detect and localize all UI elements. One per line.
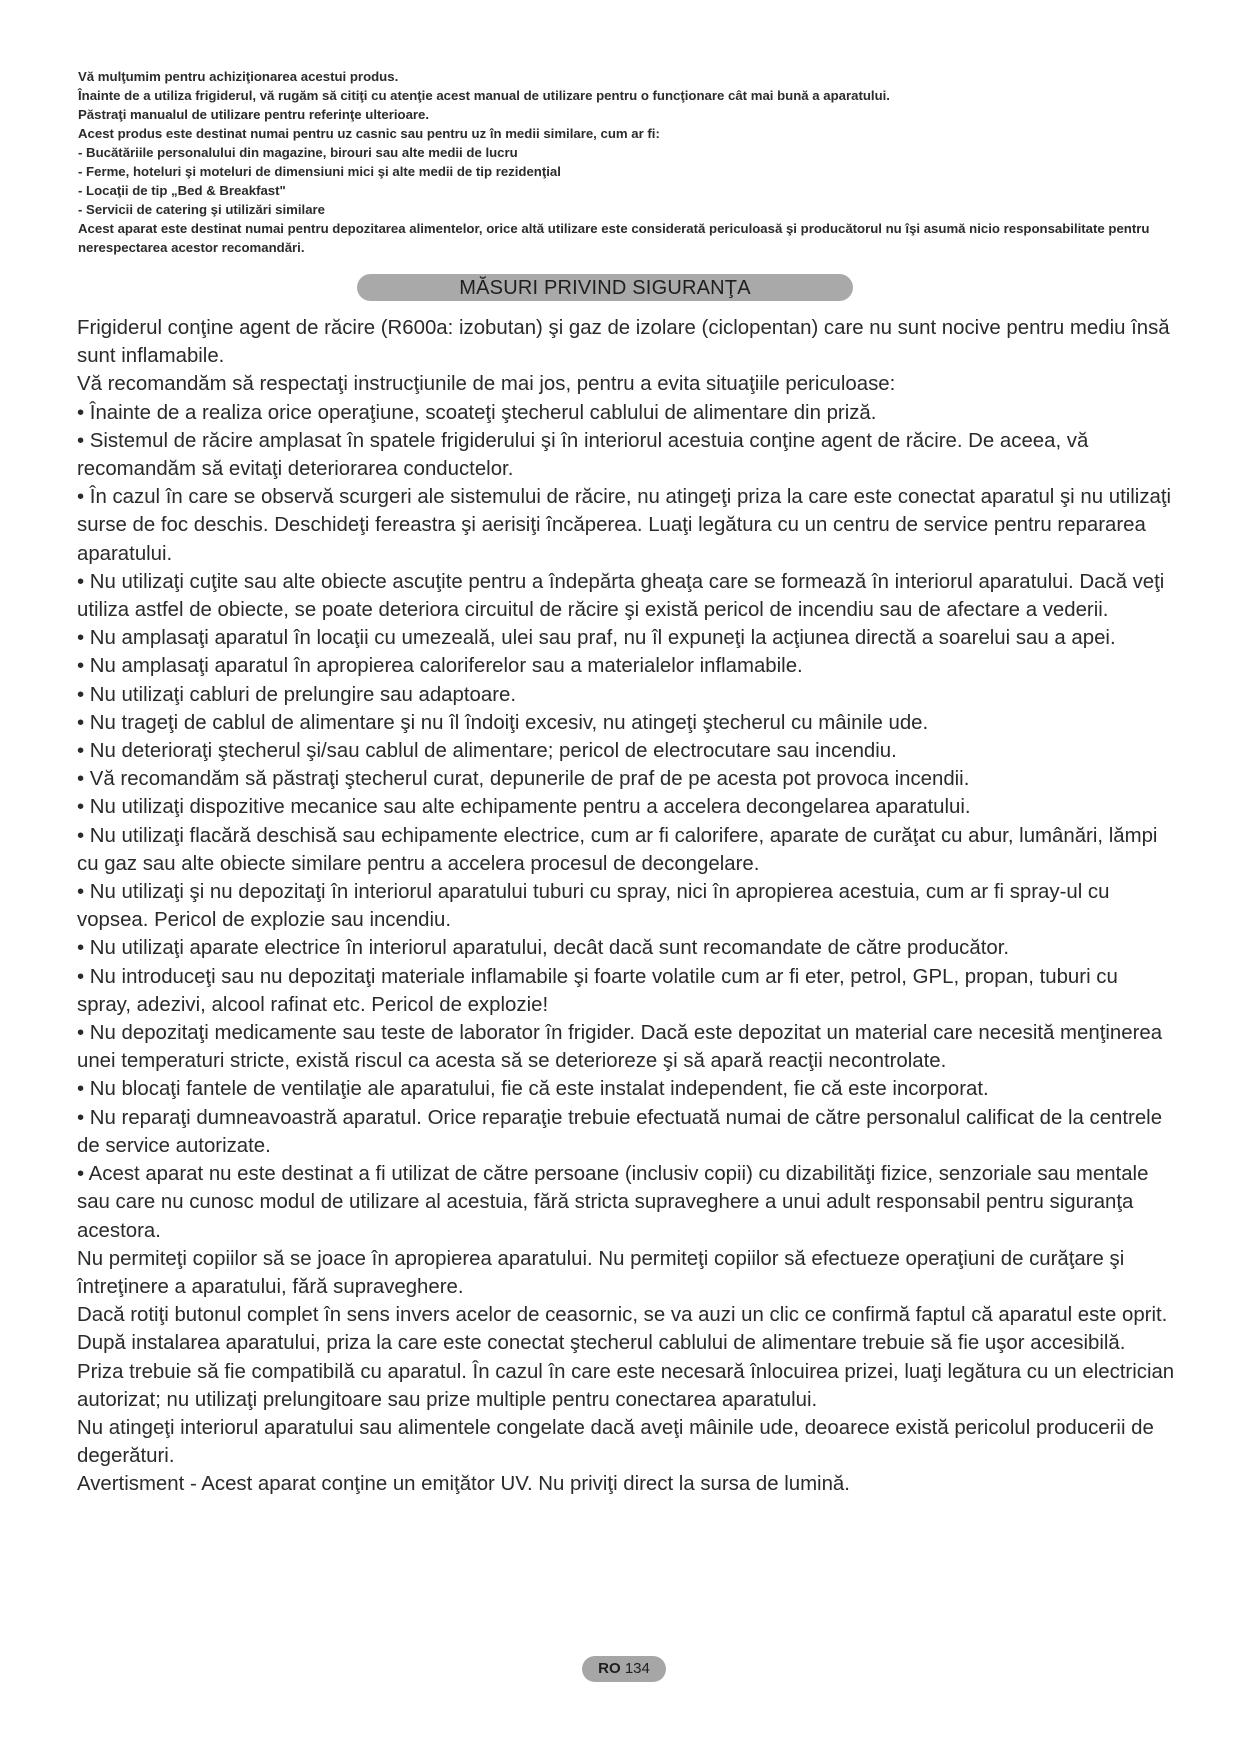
bullet-item: • Vă recomandăm să păstraţi ştecherul curat, depunerile de praf de pe acesta pot provoca incendii. bbox=[77, 768, 970, 791]
bullet-item: • Nu utilizaţi aparate electrice în interiorul aparatului, decât dacă sunt recomandate de către producător. bbox=[77, 937, 1010, 960]
paragraph: Dacă rotiţi butonul complet în sens invers acelor de ceasornic, se va auzi un clic ce confirmă faptul că aparatul este oprit. bbox=[77, 1304, 1168, 1327]
warning-line: Avertisment - Acest aparat conţine un emiţător UV. Nu priviţi direct la sursa de lumină. bbox=[77, 1473, 850, 1496]
bullet-item: • Nu amplasaţi aparatul în locaţii cu umezeală, ulei sau praf, nu îl expuneţi la acţiunea directă a soarelui sau a apei. bbox=[77, 627, 1116, 650]
paragraph: Priza trebuie să fie compatibilă cu aparatul. În cazul în care este necesară înlocuirea prizei, luaţi legătura cu un electrician autorizat; nu utilizaţi prelungitoare sau prize multiple pentru conectarea aparatului. bbox=[77, 1360, 1175, 1411]
bullet-item: • Nu utilizaţi cuţite sau alte obiecte ascuţite pentru a îndepărta gheaţa care se formează în interiorul aparatului. Dacă veţi utiliza astfel de obiecte, se poate deteriora circuitul de răcire şi există pericol de incendiu sau de afectare a vederii. bbox=[77, 570, 1165, 622]
intro-notes bbox=[78, 67, 1168, 257]
bullet-item: • Nu introduceţi sau nu depozitaţi materiale inflamabile şi foarte volatile cum ar fi eter, petrol, GPL, propan, tuburi cu spray, adezivi, alcool rafinat etc. Pericol de explozie! bbox=[77, 965, 1118, 1016]
safety-instructions bbox=[77, 314, 1177, 1499]
bullet-item: • Nu amplasaţi aparatul în apropierea caloriferelor sau a materialelor inflamabile. bbox=[77, 655, 803, 678]
paragraph: După instalarea aparatului, priza la care este conectat ştecherul cablului de alimentare trebuie să fie uşor accesibilă. bbox=[77, 1332, 1126, 1355]
section-heading: MĂSURI PRIVIND SIGURANŢA bbox=[357, 274, 853, 301]
page-number: 134 bbox=[624, 1660, 650, 1677]
intro-line: - Bucătăriile personalului din magazine, birouri sau alte medii de lucru bbox=[78, 145, 518, 160]
page-number-badge bbox=[582, 1656, 666, 1682]
bullet-item: • Sistemul de răcire amplasat în spatele frigiderului şi în interiorul acestuia conţine agent de răcire. De aceea, vă recomandăm să evitaţi deteriorarea conductelor. bbox=[77, 429, 1089, 481]
intro-line: Păstraţi manualul de utilizare pentru referinţe ulterioare. bbox=[78, 107, 430, 122]
intro-line: Acest aparat este destinat numai pentru depozitarea alimentelor, orice altă utilizare este considerată periculoasă şi producătorul nu îşi asumă nicio responsabilitate pentru nerespectarea acestor recomandări. bbox=[78, 221, 1150, 255]
intro-line: Acest produs este destinat numai pentru uz casnic sau pentru uz în medii similare, cum ar fi: bbox=[78, 126, 660, 141]
intro-line: Vă mulţumim pentru achiziţionarea acestui produs. bbox=[78, 69, 399, 84]
paragraph: Vă recomandăm să respectaţi instrucţiunile de mai jos, pentru a evita situaţiile periculoase: bbox=[77, 373, 896, 396]
paragraph: Nu permiteţi copiilor să se joace în apropierea aparatului. Nu permiteţi copiilor să efectueze operaţiuni de curăţare şi întreţinere a aparatului, fără supraveghere. bbox=[77, 1247, 1125, 1298]
paragraph: Frigiderul conţine agent de răcire (R600a: izobutan) şi gaz de izolare (ciclopentan) care nu sunt nocive pentru mediu însă sunt inflamabile. bbox=[77, 317, 1170, 368]
bullet-item: • Acest aparat nu este destinat a fi utilizat de către persoane (inclusiv copii) cu dizabilităţi fizice, senzoriale sau mentale sau care nu cunosc modul de utilizare al acestuia, fără stricta supraveghere a unui adult responsabil pentru siguranţa acestora. bbox=[77, 1163, 1149, 1242]
intro-line: Înainte de a utiliza frigiderul, vă rugăm să citiţi cu atenţie acest manual de utilizare pentru o funcţionare cât mai bună a aparatului. bbox=[78, 88, 890, 103]
bullet-item: • Nu utilizaţi flacără deschisă sau echipamente electrice, cum ar fi calorifere, aparate de curăţat cu abur, lumânări, lămpi cu gaz sau alte obiecte similare pentru a accelera procesul de decongelare. bbox=[77, 824, 1158, 875]
paragraph: Nu atingeţi interiorul aparatului sau alimentele congelate dacă aveţi mâinile ude, deoarece există pericolul producerii de degerături. bbox=[77, 1416, 1154, 1468]
bullet-item: • Nu utilizaţi cabluri de prelungire sau adaptoare. bbox=[77, 683, 516, 706]
bullet-item: • În cazul în care se observă scurgeri ale sistemului de răcire, nu atingeţi priza la care este conectat aparatul şi nu utilizaţi surse de foc deschis. Deschideţi fereastra şi aerisiţi încăperea. Luaţi legătura cu un centru de service pentru repararea aparatului. bbox=[77, 486, 1172, 565]
bullet-item: • Înainte de a realiza orice operaţiune, scoateţi ştecherul cablului de alimentare din priză. bbox=[77, 401, 877, 424]
bullet-item: • Nu reparaţi dumneavoastră aparatul. Orice reparaţie trebuie efectuată numai de către personalul calificat de la centrele de service autorizate. bbox=[77, 1106, 1163, 1157]
bullet-item: • Nu trageţi de cablul de alimentare şi nu îl îndoiţi excesiv, nu atingeţi ştecherul cu mâinile ude. bbox=[77, 711, 929, 734]
intro-line: - Ferme, hoteluri şi moteluri de dimensiuni mici şi alte medii de tip rezidenţial bbox=[78, 164, 561, 179]
bullet-item: • Nu depozitaţi medicamente sau teste de laborator în frigider. Dacă este depozitat un material care necesită menţinerea unei temperaturi stricte, există riscul ca acesta să se deterioreze şi să apară reacţii necontrolate. bbox=[77, 1022, 1163, 1073]
bullet-item: • Nu utilizaţi dispozitive mecanice sau alte echipamente pentru a accelera decongelarea aparatului. bbox=[77, 796, 971, 819]
intro-line: - Servicii de catering şi utilizări similare bbox=[78, 202, 326, 217]
intro-line: - Locaţii de tip „Bed & Breakfast" bbox=[78, 183, 286, 198]
language-code: RO bbox=[598, 1660, 621, 1677]
bullet-item: • Nu deterioraţi ştecherul şi/sau cablul de alimentare; pericol de electrocutare sau incendiu. bbox=[77, 740, 897, 763]
bullet-item: • Nu blocaţi fantele de ventilaţie ale aparatului, fie că este instalat independent, fie că este incorporat. bbox=[77, 1078, 989, 1101]
bullet-item: • Nu utilizaţi şi nu depozitaţi în interiorul aparatului tuburi cu spray, nici în apropierea acestuia, cum ar fi spray-ul cu vopsea. Pericol de explozie sau incendiu. bbox=[77, 881, 1110, 932]
